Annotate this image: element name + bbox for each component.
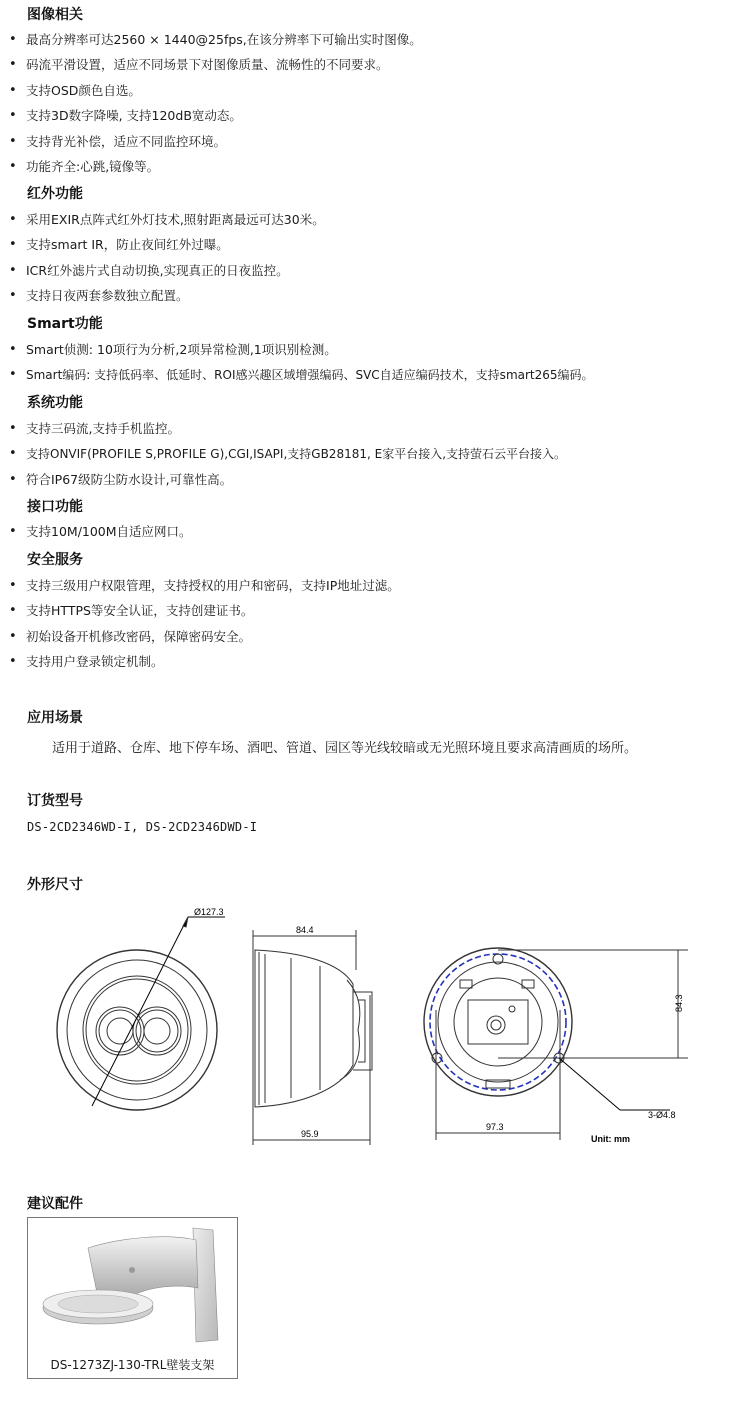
section-title-order: 订货型号 — [27, 793, 83, 809]
list-item: • 符合IP67级防尘防水设计,可靠性高。 — [6, 470, 746, 495]
section-title-dimensions: 外形尺寸 — [27, 877, 83, 893]
system-features-list — [6, 419, 746, 495]
list-item: • 最高分辨率可达2560 × 1440@25fps,在该分辨率下可输出实时图像。 — [6, 30, 746, 55]
dimension-drawing — [20, 900, 730, 1155]
image-features-list — [6, 30, 746, 182]
ir-features-list — [6, 210, 746, 312]
list-item: • ICR红外滤片式自动切换,实现真正的日夜监控。 — [6, 261, 746, 286]
bottom-width-label: 95.9 — [301, 1129, 319, 1139]
section-title-system: 系统功能 — [27, 395, 83, 411]
list-item: • Smart编码: 支持低码率、低延时、ROI感兴趣区域增强编码、SVC自适应编码技术，支持smart265编码。 — [6, 365, 746, 390]
security-features-list — [6, 576, 746, 678]
list-item: • 支持OSD颜色自选。 — [6, 81, 746, 106]
section-title-accessory: 建议配件 — [27, 1196, 83, 1212]
list-item: • 支持3D数字降噪, 支持120dB宽动态。 — [6, 106, 746, 131]
top-width-label: 84.4 — [296, 925, 314, 935]
list-item: • 功能齐全:心跳,镜像等。 — [6, 157, 746, 182]
application-text: 适用于道路、仓库、地下停车场、酒吧、管道、园区等光线较暗或无光照环境且要求高清画质的场所。 — [52, 741, 638, 756]
front-view — [57, 917, 225, 1110]
list-item: • 初始设备开机修改密码，保障密码安全。 — [6, 627, 746, 652]
section-title-smart: Smart功能 — [27, 316, 103, 332]
wall-mount-bracket-image — [28, 1218, 237, 1352]
list-item: • 支持三码流,支持手机监控。 — [6, 419, 746, 444]
section-title-ir: 红外功能 — [27, 186, 83, 202]
section-title-application: 应用场景 — [27, 710, 83, 726]
list-item: • 采用EXIR点阵式红外灯技术,照射距离最远可达30米。 — [6, 210, 746, 235]
accessory-card — [27, 1217, 238, 1379]
list-item: • 支持三级用户权限管理，支持授权的用户和密码，支持IP地址过滤。 — [6, 576, 746, 601]
list-item: • 支持ONVIF(PROFILE S,PROFILE G),CGI,ISAPI,支持GB28181, E家平台接入,支持萤石云平台接入。 — [6, 444, 746, 469]
order-model-text: DS-2CD2346WD-I, DS-2CD2346DWD-I — [27, 820, 258, 834]
list-item: • 支持smart IR，防止夜间红外过曝。 — [6, 235, 746, 260]
unit-label: Unit: mm — [591, 1134, 630, 1144]
list-item: • 支持HTTPS等安全认证，支持创建证书。 — [6, 601, 746, 626]
height-label: 84.3 — [674, 994, 684, 1012]
accessory-caption: DS-1273ZJ-130-TRL壁装支架 — [50, 1358, 215, 1372]
list-item: • 支持用户登录锁定机制。 — [6, 652, 746, 677]
interface-features-list — [6, 522, 746, 547]
list-item: • 支持背光补偿，适应不同监控环境。 — [6, 132, 746, 157]
list-item: • 支持日夜两套参数独立配置。 — [6, 286, 746, 311]
side-view — [253, 930, 372, 1145]
list-item: • Smart侦测: 10项行为分析,2项异常检测,1项识别检测。 — [6, 340, 746, 365]
list-item: • 支持10M/100M自适应网口。 — [6, 522, 746, 547]
list-item: • 码流平滑设置，适应不同场景下对图像质量、流畅性的不同要求。 — [6, 55, 746, 80]
holes-label: 3-Ø4.8 — [648, 1110, 676, 1120]
section-title-interface: 接口功能 — [27, 499, 83, 515]
smart-features-list — [6, 340, 746, 391]
base-width-label: 97.3 — [486, 1122, 504, 1132]
section-title-security: 安全服务 — [27, 552, 83, 568]
diameter-label: Ø127.3 — [194, 907, 224, 917]
section-title-image: 图像相关 — [27, 7, 83, 23]
